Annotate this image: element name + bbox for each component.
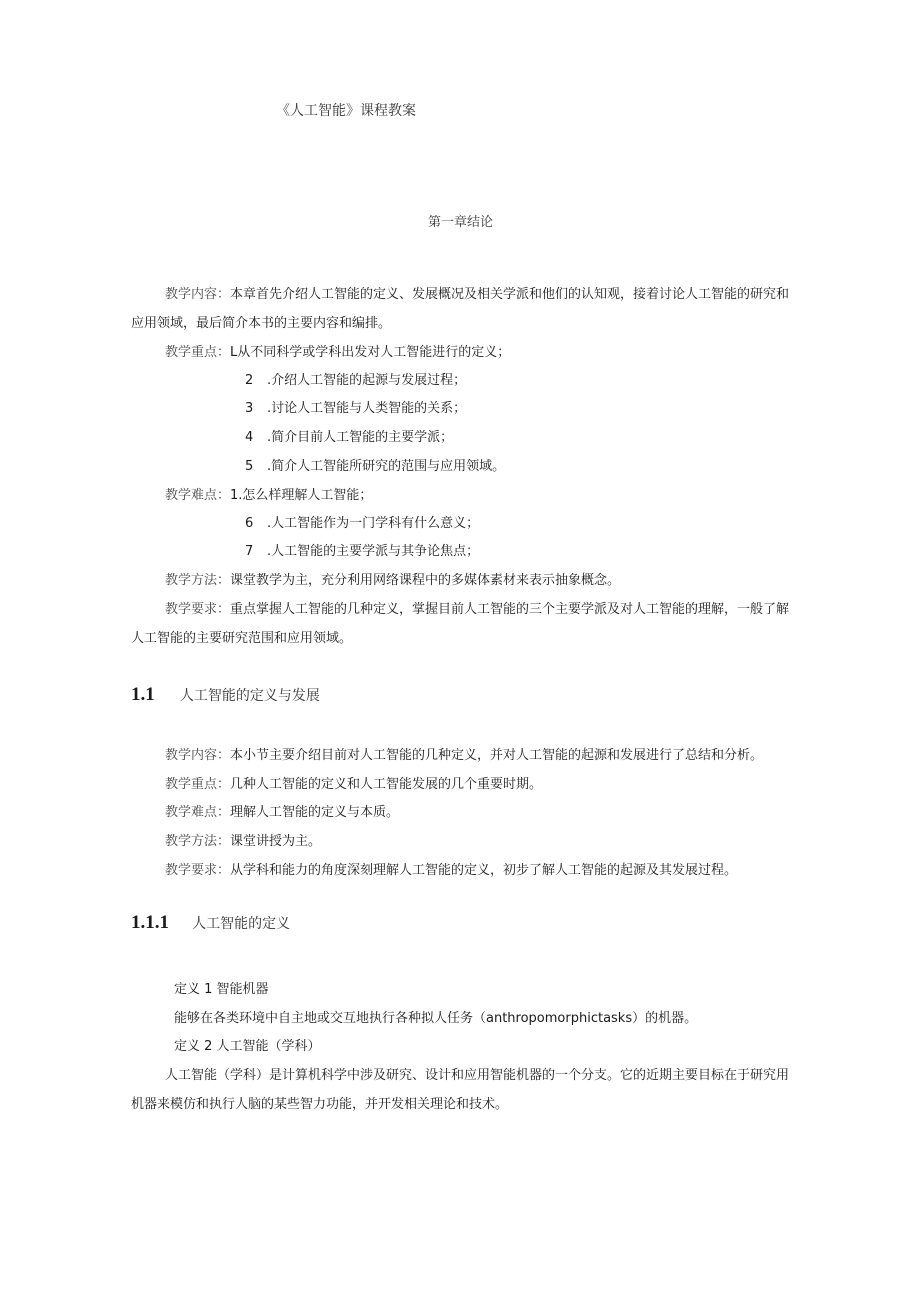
diff-item-1: 1.怎么样理解人工智能； bbox=[230, 488, 373, 503]
content-label: 教学内容： bbox=[165, 287, 231, 302]
key-points-line bbox=[165, 338, 510, 367]
key-item-1: L从不同科学或学科出发对人工智能进行的定义； bbox=[230, 345, 511, 360]
chapter-content-paragraph bbox=[131, 280, 796, 338]
document-title: 《人工智能》课程教案 bbox=[276, 103, 416, 119]
definition-1-text: 能够在各类环境中自主地或交互地执行各种拟人任务（anthropomorphictasks）的机器。 bbox=[174, 1011, 698, 1026]
definition-1-title: 定义 1 智能机器 bbox=[174, 982, 269, 997]
s11-method-line: 教学方法：课堂讲授为主。 bbox=[165, 834, 322, 849]
section-title: 人工智能的定义 bbox=[192, 916, 291, 932]
diff-item: 6 .人工智能作为一门学科有什么意义； bbox=[245, 516, 480, 531]
key-item: 4 .简介目前人工智能的主要学派； bbox=[245, 430, 454, 445]
diff-item: 7 .人工智能的主要学派与其争论焦点； bbox=[245, 544, 480, 559]
section-title: 人工智能的定义与发展 bbox=[179, 688, 320, 704]
diff-label: 教学难点： bbox=[165, 488, 231, 503]
difficulties-line bbox=[165, 481, 372, 510]
chapter-title: 第一章结论 bbox=[428, 215, 494, 230]
s11-req-line: 教学要求：从学科和能力的角度深刻理解人工智能的定义，初步了解人工智能的起源及其发展过程。 bbox=[165, 863, 738, 878]
s11-content-line: 教学内容：本小节主要介绍目前对人工智能的几种定义，并对人工智能的起源和发展进行了总结和分析。 bbox=[165, 748, 764, 763]
section-number: 1.1.1 bbox=[131, 912, 169, 933]
section-heading-1-1-1 bbox=[131, 912, 290, 934]
key-item: 5 .简介人工智能所研究的范围与应用领域。 bbox=[245, 459, 506, 474]
section-heading-1-1 bbox=[131, 684, 320, 706]
method-line: 教学方法：课堂教学为主，充分利用网络课程中的多媒体素材来表示抽象概念。 bbox=[165, 573, 621, 588]
s11-diff-line: 教学难点：理解人工智能的定义与本质。 bbox=[165, 805, 400, 820]
s11-key-line: 教学重点：几种人工智能的定义和人工智能发展的几个重要时期。 bbox=[165, 777, 543, 792]
definition-2-title: 定义 2 人工智能（学科） bbox=[174, 1039, 321, 1054]
content-text: 本章首先介绍人工智能的定义、发展概况及相关学派和他们的认知观，接着讨论人工智能的研究和应用领域，最后简介本书的主要内容和编排。 bbox=[131, 287, 790, 331]
key-item: 3 .讨论人工智能与人类智能的关系； bbox=[245, 401, 467, 416]
requirements-paragraph: 教学要求：重点掌握人工智能的几种定义，掌握目前人工智能的三个主要学派及对人工智能的理解，一般了解人工智能的主要研究范围和应用领域。 bbox=[131, 602, 790, 646]
section-number: 1.1 bbox=[131, 684, 155, 705]
key-label: 教学重点： bbox=[165, 345, 231, 360]
definition-2-text: 人工智能（学科）是计算机科学中涉及研究、设计和应用智能机器的一个分支。它的近期主要目标在于研究用机器来模仿和执行人脑的某些智力功能，并开发相关理论和技术。 bbox=[131, 1068, 790, 1112]
key-item: 2 .介绍人工智能的起源与发展过程； bbox=[245, 373, 467, 388]
